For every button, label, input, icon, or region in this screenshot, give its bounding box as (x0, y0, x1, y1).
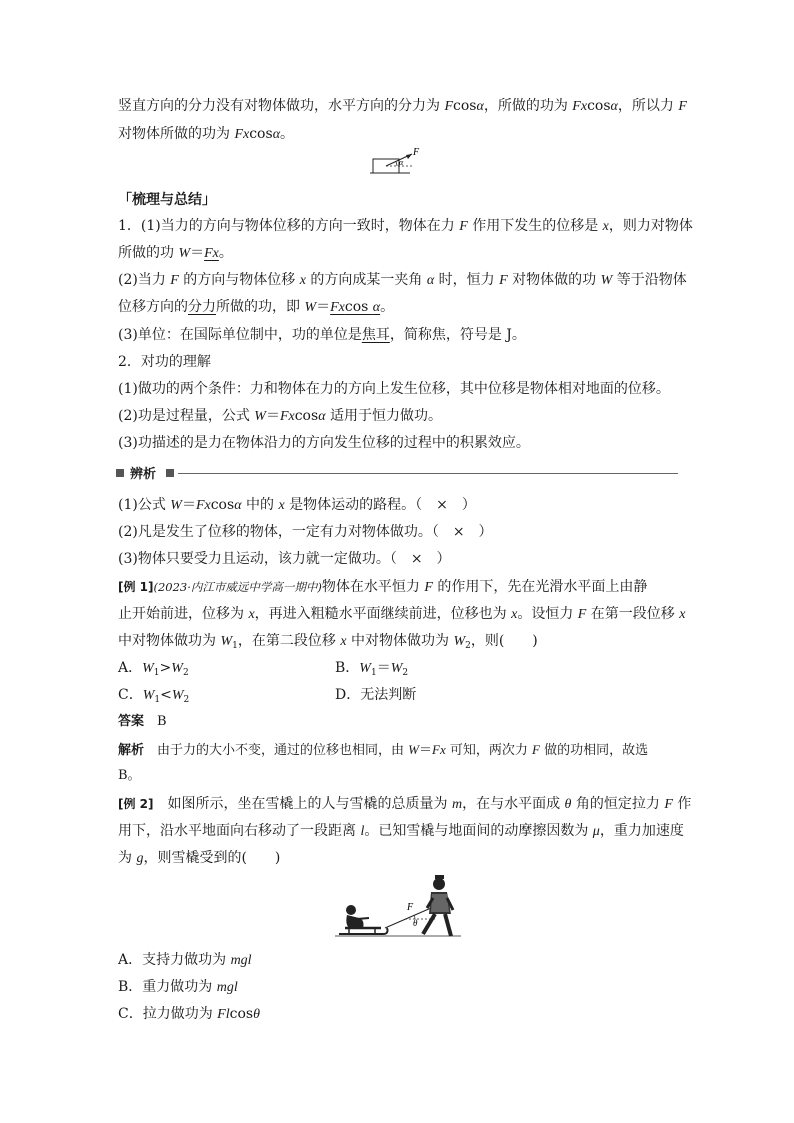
example1-line1: [例 1](2023·内江市威远中学高一期中)物体在水平恒力 F 的作用下，先在光滑水平面上由静 (118, 579, 648, 595)
example1-line2: 止开始前进，位移为 x，再进入粗糙水平面继续前进，位移也为 x。设恒力 F 在第一段位移 x (118, 606, 686, 622)
example2-option-b[interactable]: B．重力做功为 mgl (118, 979, 238, 995)
summary-p7: (3)功描述的是力在物体沿力的方向发生位移的过程中的积累效应。 (118, 435, 530, 451)
analysis-q3: (3)物体只要受力且运动，该力就一定做功。（ × ） (118, 551, 451, 567)
analysis-label: 辨析 (130, 467, 157, 482)
divider-square-left (116, 469, 124, 477)
example1-answer: 答案 B (118, 714, 167, 729)
summary-header: 「梳理与总结」 (118, 192, 216, 208)
sled-pull-figure (335, 872, 465, 942)
example1-option-b[interactable]: B．$W_1=W_2$ (335, 660, 409, 678)
example1-option-d[interactable]: D．无法判断 (335, 687, 417, 703)
example1-option-a[interactable]: A．$W_1>W_2$ (118, 660, 189, 678)
example2-line3: 为 g，则雪橇受到的( ) (118, 850, 281, 866)
summary-p1-line2: 所做的功 W＝Fx。 (118, 245, 233, 261)
divider-square-right (166, 469, 174, 477)
summary-p6: (2)功是过程量，公式 W＝Fxcosα 适用于恒力做功。 (118, 408, 442, 424)
summary-p5: (1)做功的两个条件：力和物体在力的方向上发生位移，其中位移是物体相对地面的位移。 (118, 381, 670, 397)
summary-p4: 2．对功的理解 (118, 354, 211, 370)
analysis-q2: (2)凡是发生了位移的物体，一定有力对物体做功。（ × ） (118, 524, 493, 540)
figure1-force-label: F (413, 147, 420, 158)
example1-solution-line1: 解析 由于力的大小不变，通过的位移也相同，由 W＝Fx 可知，两次力 F 做的功相同，故选 (118, 742, 649, 758)
example1-tag: [例 1] (118, 580, 154, 594)
example2-option-c[interactable]: C．拉力做功为 Flcosθ (118, 1006, 260, 1022)
figure2-force-label: F (407, 902, 414, 913)
summary-p3: (3)单位：在国际单位制中，功的单位是焦耳，简称焦，符号是 J。 (118, 327, 526, 343)
figure1-angle-label: α (399, 158, 404, 167)
example2-line1: [例 2] 如图所示，坐在雪橇上的人与雪橇的总质量为 m，在与水平面成 θ 角的恒定拉力 F 作 (118, 796, 692, 812)
analysis-q1: (1)公式 W＝Fxcosα 中的 x 是物体运动的路程。（ × ） (118, 497, 476, 513)
analysis-divider (116, 466, 678, 480)
intro-line-1: 竖直方向的分力没有对物体做功，水平方向的分力为 Fcosα，所做的功为 Fxcosα，所以力 F (118, 98, 687, 114)
example1-line3: 中对物体做功为 $W_1$，在第二段位移 x 中对物体做功为 $W_2$，则( ) (118, 633, 538, 651)
summary-p2-line1: (2)当力 F 的方向与物体位移 x 的方向成某一夹角 α 时，恒力 F 对物体做的功 W 等于沿物体 (118, 272, 687, 288)
example2-line2: 用下，沿水平地面向右移动了一段距离 l。已知雪橇与地面间的动摩擦因数为 μ，重力加速度 (118, 823, 684, 839)
divider-rule (178, 473, 678, 474)
summary-p1-line1: 1．(1)当力的方向与物体位移的方向一致时，物体在力 F 作用下发生的位移是 x，则力对物体 (118, 218, 693, 234)
example2-option-a[interactable]: A．支持力做功为 mgl (118, 952, 252, 968)
example1-solution-line2: B。 (118, 768, 141, 783)
intro-line-2: 对物体所做的功为 Fxcosα。 (118, 126, 295, 142)
example2-tag: [例 2] (118, 797, 154, 811)
force-on-block-figure (370, 146, 426, 176)
example1-option-c[interactable]: C．$W_1<W_2$ (118, 687, 190, 705)
figure2-angle-label: θ (413, 918, 418, 928)
summary-p2-line2: 位移方向的分力所做的功，即 W＝Fxcos α。 (118, 299, 395, 315)
